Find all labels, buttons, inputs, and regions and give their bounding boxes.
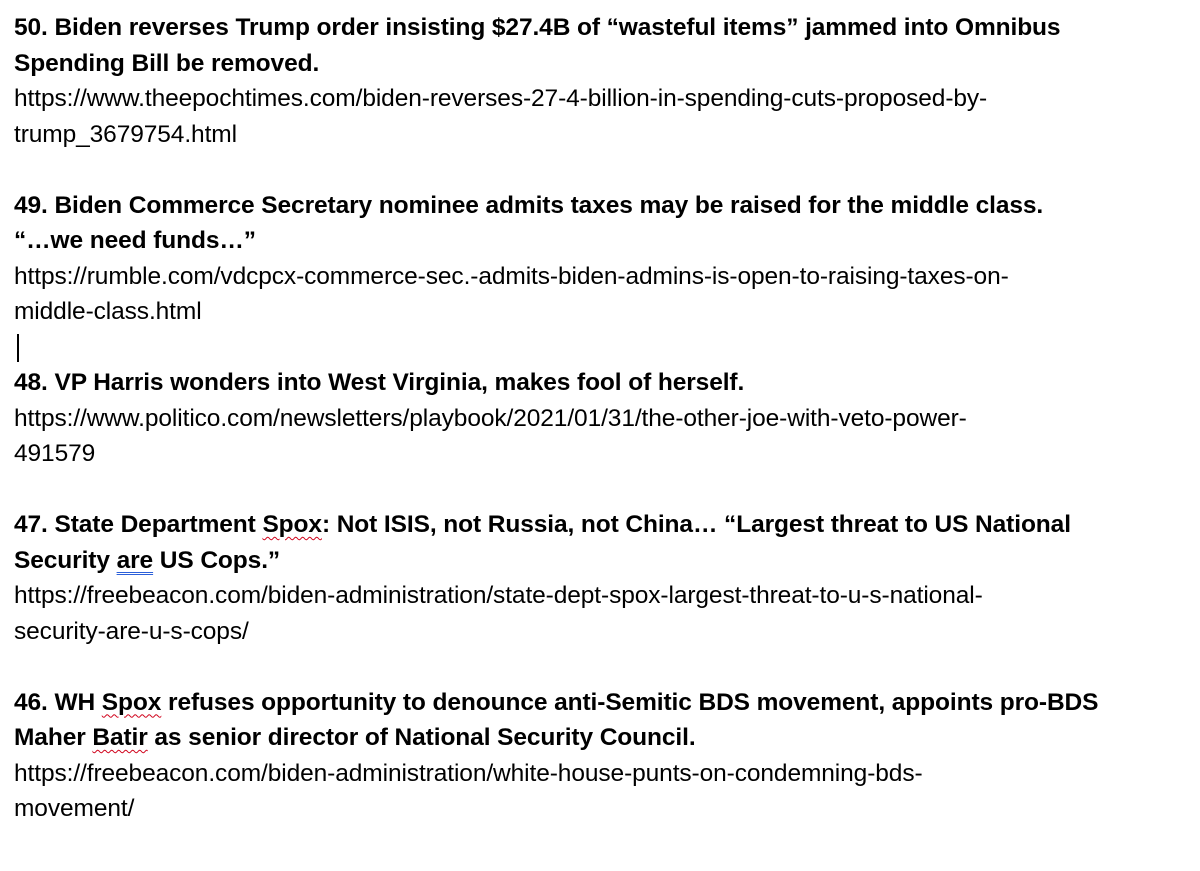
heading-text: 50. Biden reverses Trump order insisting $27.4B of “wasteful items” jammed into Omnibus [14, 14, 1061, 41]
entry-url-line: movement/ [14, 795, 135, 822]
entry-url-line: https://www.theepochtimes.com/biden-reverses-27-4-billion-in-spending-cuts-proposed-by- [14, 85, 988, 112]
entry-url-line: https://freebeacon.com/biden-administration/white-house-punts-on-condemning-bds- [14, 759, 923, 787]
blank-line [14, 330, 1190, 366]
entry-url-line: https://rumble.com/vdcpcx-commerce-sec.-admits-biden-admins-is-open-to-raising-taxes-on- [14, 262, 1009, 290]
heading-text: 47. State Department [14, 511, 263, 538]
entry-url-line: https://freebeacon.com/biden-administration/state-dept-spox-largest-threat-to-u-s-national- [14, 582, 983, 609]
entry-heading-line [14, 10, 1190, 46]
heading-text: Security [14, 546, 117, 574]
entry-url-line: middle-class.html [14, 298, 202, 325]
heading-text: “…we need funds…” [14, 227, 256, 254]
heading-text: refuses opportunity to denounce anti-Semitic BDS movement, appoints pro-BDS [161, 688, 1099, 716]
heading-text: US Cops.” [153, 546, 281, 574]
list-entry [14, 10, 1190, 152]
entry-heading-line [14, 507, 1190, 543]
heading-text: Maher [14, 724, 93, 751]
heading-text: : Not ISIS, not Russia, not China… “Largest threat to US National [321, 511, 1071, 538]
list-entry [14, 507, 1190, 649]
spelling-flagged-word: Spox [101, 688, 162, 716]
document-body[interactable] [14, 10, 1190, 827]
heading-text: as senior director of National Security Council. [147, 724, 696, 751]
blank-line [14, 472, 1190, 508]
grammar-flagged-word: are [116, 546, 154, 574]
blank-line [14, 649, 1190, 685]
entry-heading-line [14, 46, 1190, 82]
entry-url-line: security-are-u-s-cops/ [14, 617, 249, 645]
entry-heading-line [14, 543, 1190, 579]
entry-url-line: trump_3679754.html [14, 120, 237, 148]
heading-text: 46. WH [14, 688, 102, 716]
entry-heading-line [14, 188, 1190, 224]
list-entry [14, 685, 1190, 827]
entry-heading-line [14, 365, 1190, 401]
list-entry [14, 365, 1190, 472]
entry-url-line: 491579 [14, 440, 96, 467]
entry-heading-line [14, 223, 1190, 259]
entry-heading-line [14, 720, 1190, 756]
heading-text: 49. Biden Commerce Secretary nominee admits taxes may be raised for the middle class. [14, 191, 1044, 219]
entry-heading-line [14, 685, 1190, 721]
blank-line [14, 152, 1190, 188]
spelling-flagged-word: Batir [92, 724, 148, 751]
text-cursor [17, 334, 19, 362]
spelling-flagged-word: Spox [262, 511, 322, 538]
list-entry [14, 188, 1190, 330]
heading-text: 48. VP Harris wonders into West Virginia, makes fool of herself. [14, 369, 745, 396]
entry-url-line: https://www.politico.com/newsletters/playbook/2021/01/31/the-other-joe-with-veto-power- [14, 404, 967, 432]
heading-text: Spending Bill be removed. [14, 49, 320, 77]
